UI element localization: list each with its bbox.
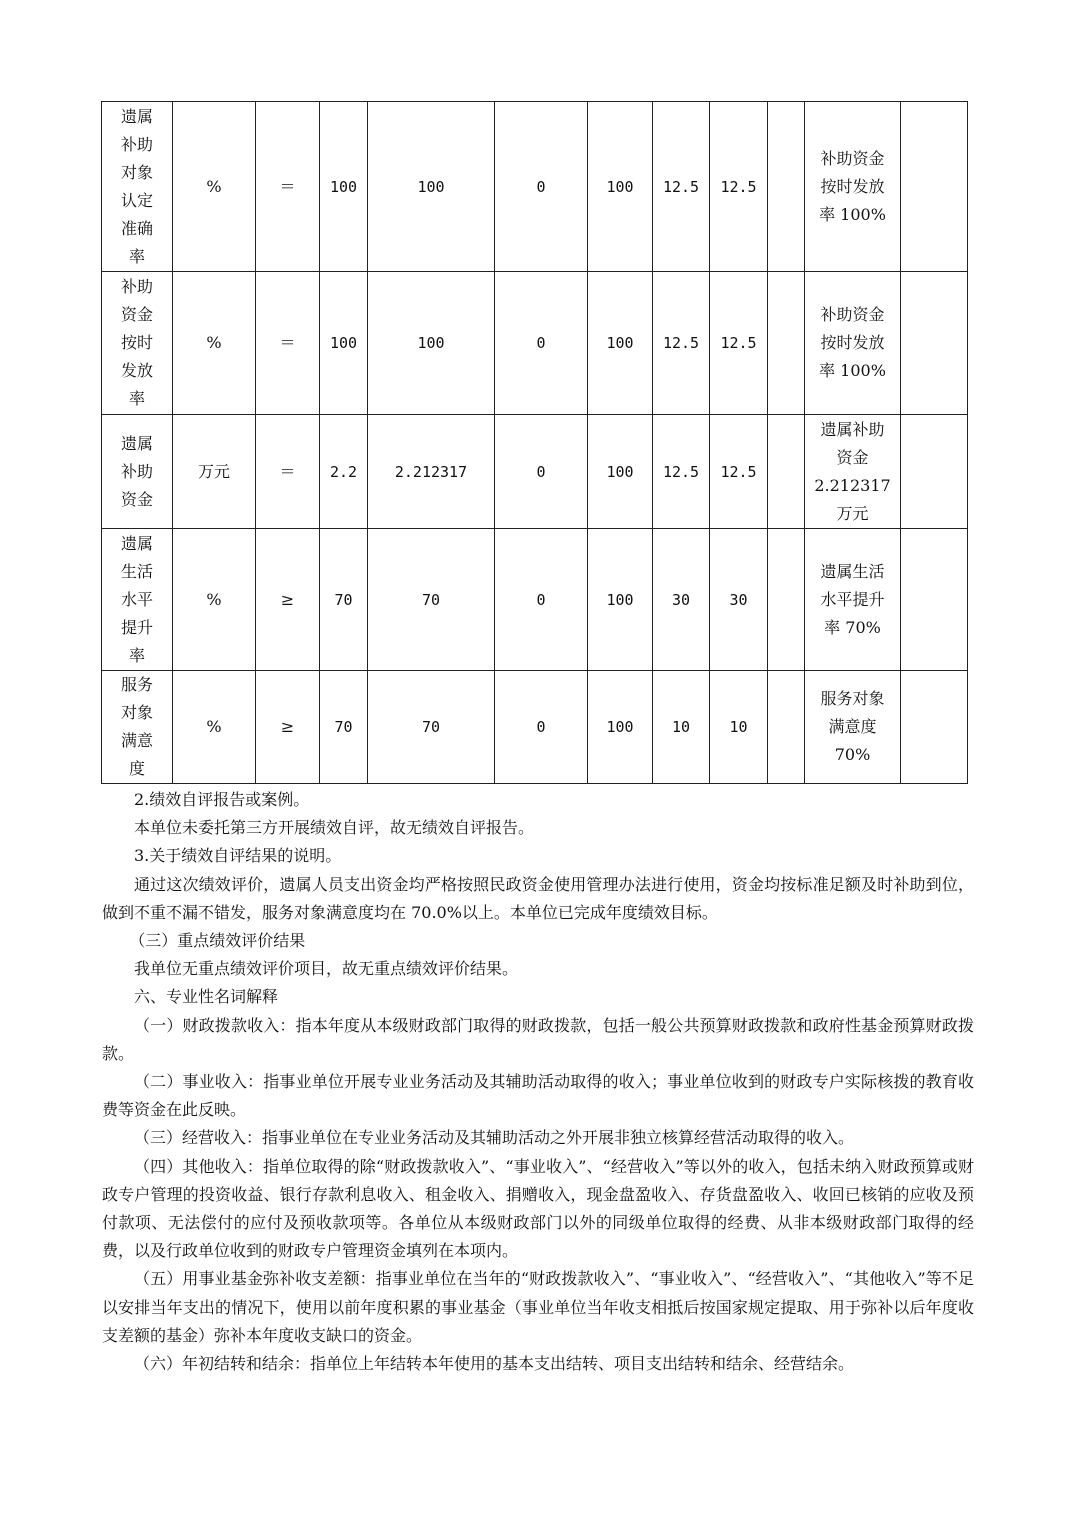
name-line: 补助: [120, 134, 153, 154]
description-cell: [805, 102, 901, 272]
value-cell: 0: [495, 529, 588, 671]
name-line: 认定: [120, 190, 153, 210]
operator-cell: ＝: [256, 102, 320, 272]
value-cell: 0: [495, 415, 588, 529]
target-value-cell: 70: [320, 529, 368, 671]
description-cell: [805, 671, 901, 784]
desc-line: 万元: [836, 503, 869, 523]
target-value-cell: 2.2: [320, 415, 368, 529]
name-line: 率: [128, 389, 145, 408]
paragraph: 3.关于绩效自评结果的说明。: [134, 846, 342, 866]
weight-cell: 30: [653, 529, 710, 671]
empty-cell: [901, 671, 968, 784]
indicator-name: [102, 415, 173, 529]
weight-cell: 10: [653, 671, 710, 784]
indicator-name: [102, 102, 173, 272]
paragraph: （六）年初结转和结余：指单位上年结转本年使用的基本支出结转、项目支出结转和结余、经营结余。: [134, 1354, 855, 1374]
table-row: [102, 671, 968, 784]
table-row: [102, 529, 968, 671]
performance-indicator-table: [101, 101, 968, 784]
paragraph: （五）用事业基金弥补收支差额：指事业单位在当年的“财政拨款收入”、“事业收入”、“经营收入”、“其他收入”等不足以安排当年支出的情况下，使用以前年度积累的事业基金（事业单位当年收支相抵后按国家规定提取、用于弥补以后年度收支差额的基金）弥补本年度收支缺口的资金。: [102, 1269, 974, 1345]
weight-cell: 12.5: [653, 102, 710, 272]
name-line: 补助: [120, 277, 153, 296]
section-heading: （三）重点绩效评价结果: [129, 931, 306, 951]
value-cell: 0: [495, 272, 588, 415]
name-line: 资金: [120, 489, 153, 509]
score-cell: 30: [710, 529, 768, 671]
empty-cell: [768, 415, 805, 529]
paragraph: 我单位无重点绩效评价项目，故无重点绩效评价结果。: [134, 959, 519, 979]
weight-cell: 12.5: [653, 272, 710, 415]
paragraph: 本单位未委托第三方开展绩效自评，故无绩效自评报告。: [134, 818, 535, 838]
desc-line: 服务对象: [820, 689, 885, 708]
name-line: 对象: [120, 703, 153, 722]
name-line: 遗属: [120, 106, 153, 126]
operator-cell: ＝: [256, 415, 320, 529]
score-cell: 12.5: [710, 272, 768, 415]
name-line: 服务: [120, 675, 153, 694]
name-line: 率: [128, 246, 145, 266]
desc-line: 满意度: [828, 717, 877, 736]
unit-cell: %: [173, 529, 256, 671]
name-line: 遗属: [120, 533, 153, 553]
paragraph: 通过这次绩效评价，遗属人员支出资金均严格按照民政资金使用管理办法进行使用，资金均按标准足额及时补助到位，做到不重不漏不错发，服务对象满意度均在 70.0%以上。本单位已完成年度绩效目标。: [102, 874, 974, 922]
unit-cell: %: [173, 671, 256, 784]
operator-cell: ＝: [256, 272, 320, 415]
value-cell: 100: [588, 272, 653, 415]
desc-line: 率 70%: [824, 617, 881, 637]
paragraph: （一）财政拨款收入：指本年度从本级财政部门取得的财政拨款，包括一般公共预算财政拨款和政府性基金预算财政拨款。: [102, 1015, 974, 1063]
value-cell: 0: [495, 102, 588, 272]
actual-value-cell: 100: [368, 272, 495, 415]
desc-line: 遗属补助: [820, 419, 885, 439]
body-text: [102, 786, 974, 1378]
actual-value-cell: 100: [368, 102, 495, 272]
desc-line: 率 100%: [819, 204, 886, 224]
paragraph: （二）事业收入：指事业单位开展专业业务活动及其辅助活动取得的收入；事业单位收到的财政专户实际核拨的教育收费等资金在此反映。: [102, 1072, 974, 1120]
actual-value-cell: 2.212317: [368, 415, 495, 529]
actual-value-cell: 70: [368, 529, 495, 671]
paragraph: （四）其他收入：指单位取得的除“财政拨款收入”、“事业收入”、“经营收入”等以外的收入，包括未纳入财政预算或财政专户管理的投资收益、银行存款利息收入、租金收入、捐赠收入，现金盘盈收入、存货盘盈收入、收回已核销的应收及预付款项、无法偿付的应付及预收款项等。各单位从本级财政部门以外的同级单位取得的经费、从非本级财政部门取得的经费，以及行政单位收到的财政专户管理资金填列在本项内。: [102, 1156, 974, 1261]
empty-cell: [901, 272, 968, 415]
description-cell: [805, 272, 901, 415]
desc-line: 率 100%: [819, 361, 886, 380]
description-cell: [805, 529, 901, 671]
name-line: 提升: [120, 617, 153, 637]
target-value-cell: 100: [320, 272, 368, 415]
weight-cell: 12.5: [653, 415, 710, 529]
desc-line: 2.212317: [814, 475, 891, 495]
score-cell: 10: [710, 671, 768, 784]
table-row: [102, 272, 968, 415]
unit-cell: %: [173, 272, 256, 415]
empty-cell: [768, 102, 805, 272]
name-line: 补助: [120, 461, 153, 481]
operator-cell: ≥: [256, 529, 320, 671]
empty-cell: [901, 102, 968, 272]
indicator-name: [102, 272, 173, 415]
empty-cell: [768, 272, 805, 415]
unit-cell: %: [173, 102, 256, 272]
paragraph: 2.绩效自评报告或案例。: [134, 790, 310, 809]
empty-cell: [901, 529, 968, 671]
empty-cell: [901, 415, 968, 529]
indicator-name: [102, 671, 173, 784]
paragraph: （三）经营收入：指事业单位在专业业务活动及其辅助活动之外开展非独立核算经营活动取得的收入。: [134, 1128, 855, 1148]
name-line: 满意: [120, 731, 153, 750]
table-row: [102, 415, 968, 529]
name-line: 发放: [120, 361, 153, 380]
desc-line: 补助资金: [820, 305, 885, 324]
empty-cell: [768, 529, 805, 671]
value-cell: 100: [588, 102, 653, 272]
desc-line: 补助资金: [820, 148, 885, 168]
desc-line: 资金: [836, 447, 869, 467]
target-value-cell: 100: [320, 102, 368, 272]
actual-value-cell: 70: [368, 671, 495, 784]
indicator-name: [102, 529, 173, 671]
name-line: 遗属: [120, 433, 153, 453]
table-row: [102, 102, 968, 272]
value-cell: 0: [495, 671, 588, 784]
name-line: 准确: [120, 218, 153, 238]
name-line: 对象: [120, 162, 153, 182]
desc-line: 按时发放: [820, 333, 885, 352]
desc-line: 按时发放: [820, 176, 885, 196]
name-line: 按时: [120, 333, 153, 352]
name-line: 度: [128, 759, 145, 778]
unit-cell: 万元: [173, 415, 256, 529]
name-line: 资金: [120, 305, 153, 324]
name-line: 生活: [120, 561, 153, 581]
empty-cell: [768, 671, 805, 784]
target-value-cell: 70: [320, 671, 368, 784]
desc-line: 遗属生活: [820, 561, 885, 581]
score-cell: 12.5: [710, 102, 768, 272]
value-cell: 100: [588, 529, 653, 671]
name-line: 水平: [120, 589, 153, 609]
desc-line: 水平提升: [820, 589, 885, 609]
section-heading: 六、专业性名词解释: [134, 987, 279, 1007]
value-cell: 100: [588, 415, 653, 529]
operator-cell: ≥: [256, 671, 320, 784]
desc-line: 70%: [834, 745, 871, 764]
description-cell: [805, 415, 901, 529]
score-cell: 12.5: [710, 415, 768, 529]
value-cell: 100: [588, 671, 653, 784]
name-line: 率: [128, 645, 145, 665]
